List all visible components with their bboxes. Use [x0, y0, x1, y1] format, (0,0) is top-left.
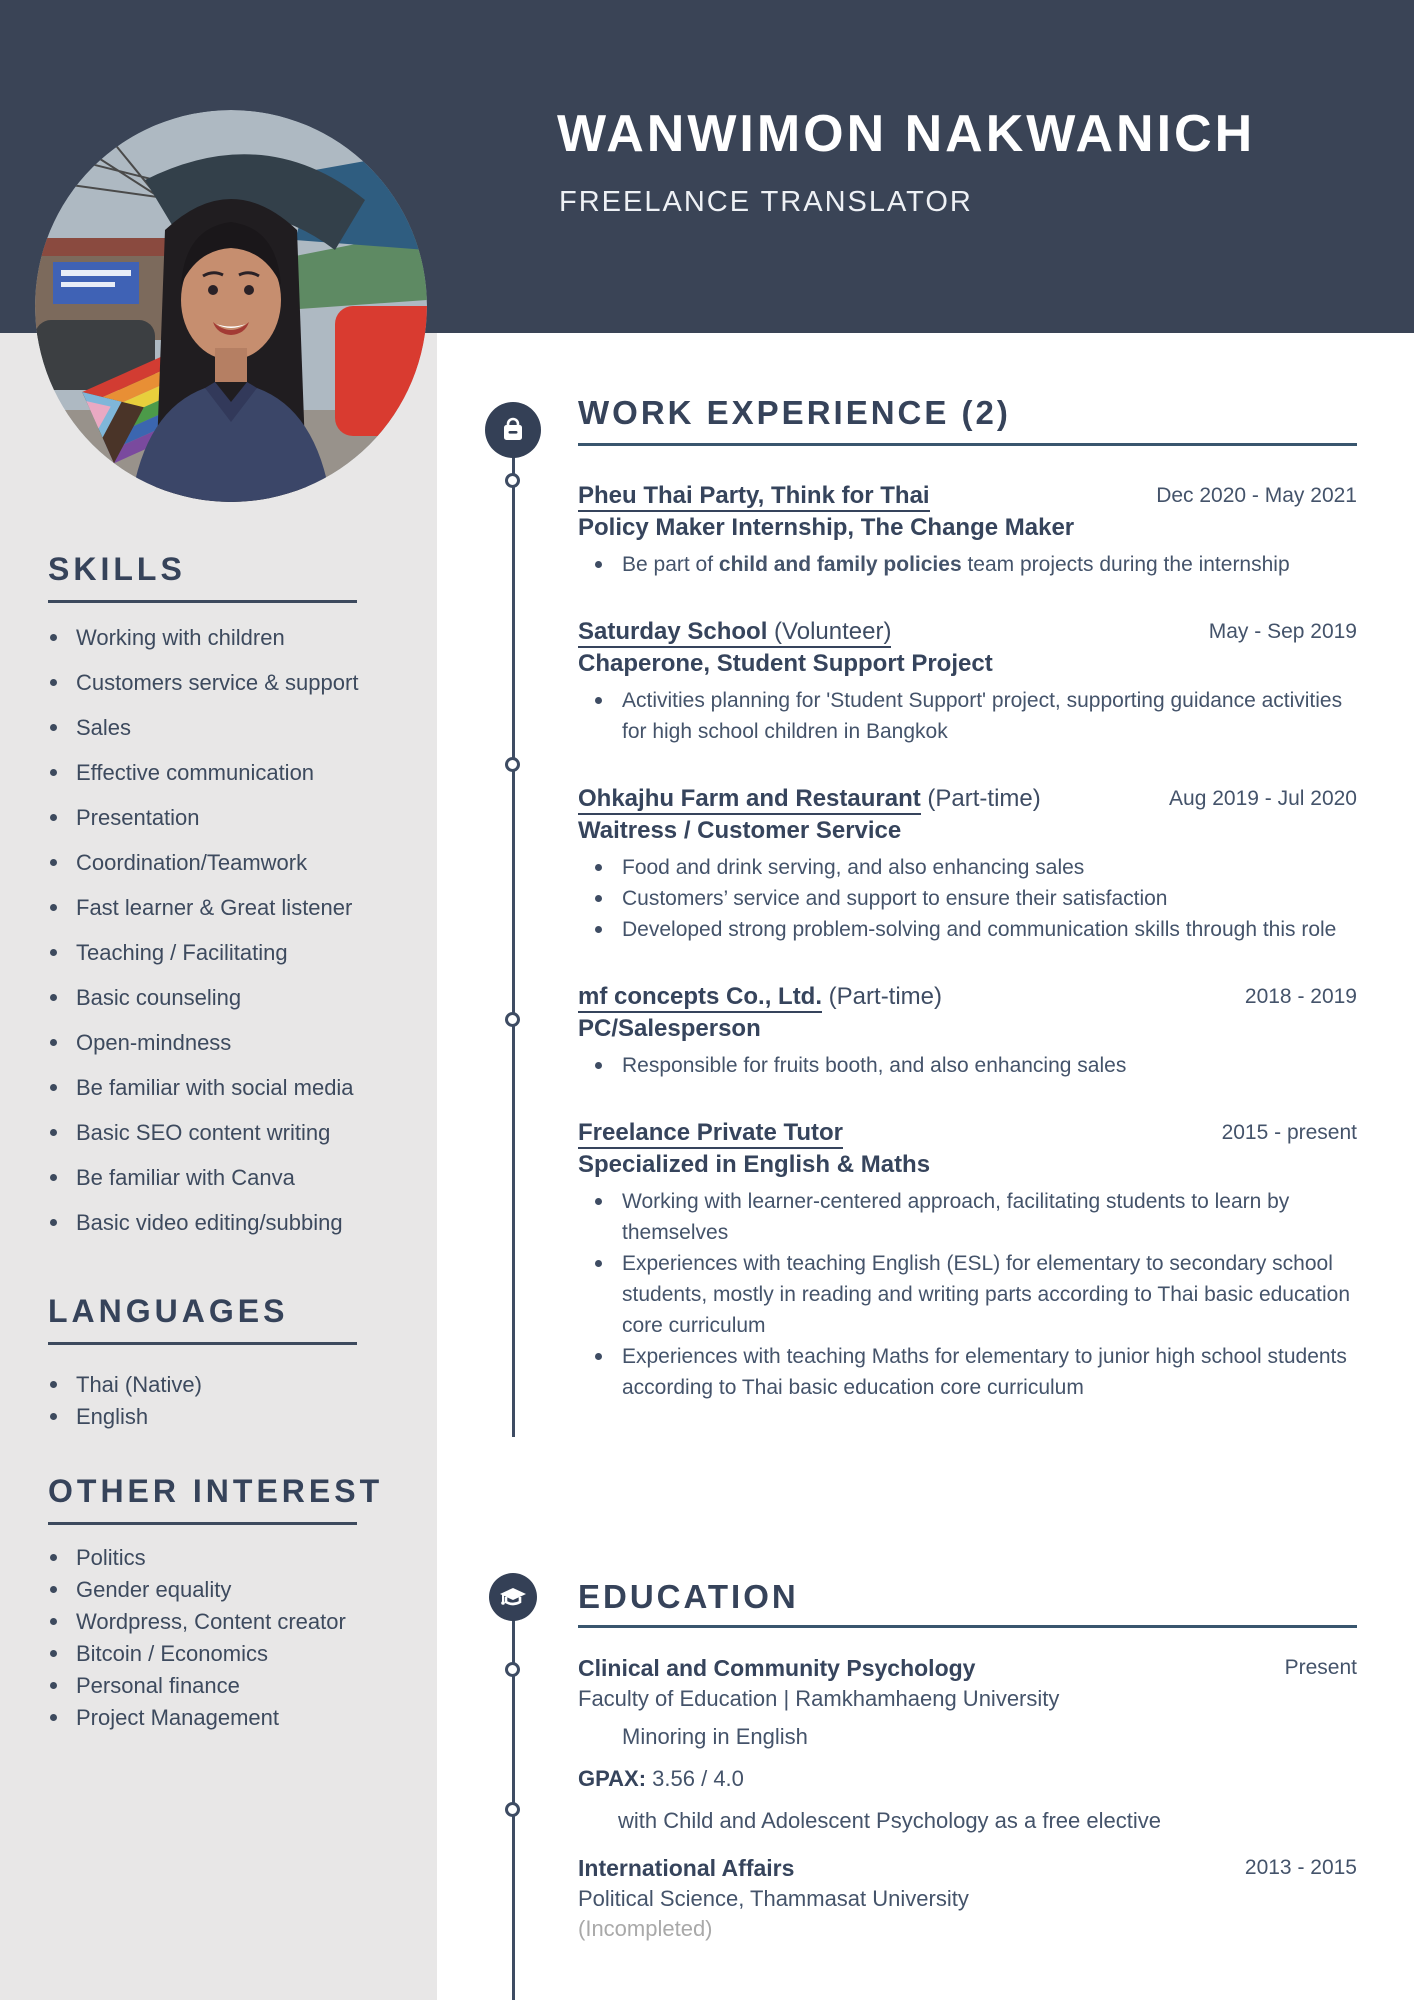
entry-role: Specialized in English & Maths — [578, 1151, 931, 1178]
company-name: mf concepts Co., Ltd. — [578, 983, 822, 1013]
interest-item: Bitcoin / Economics — [48, 1638, 418, 1669]
skill-item: Sales — [48, 712, 418, 743]
education-timeline-line — [512, 1597, 515, 2000]
entry-role: Chaperone, Student Support Project — [578, 650, 993, 677]
skill-item: Be familiar with social media — [48, 1072, 418, 1103]
skill-item: Coordination/Teamwork — [48, 847, 418, 878]
company-name: Pheu Thai Party, Think for Thai — [578, 482, 930, 512]
work-experience-heading: WORK EXPERIENCE (2) — [578, 393, 1357, 446]
profile-photo-illustration — [35, 110, 427, 502]
minor-line: Minoring in English — [622, 1724, 808, 1749]
skill-item: Basic video editing/subbing — [48, 1207, 418, 1238]
degree-name: Clinical and Community Psychology — [578, 1655, 976, 1681]
company-note: (Part-time) — [822, 983, 943, 1010]
languages-list — [48, 1369, 418, 1433]
gpax-value: 3.56 / 4.0 — [646, 1766, 744, 1791]
skill-item: Fast learner & Great listener — [48, 892, 418, 923]
profile-photo — [35, 110, 427, 502]
bullet-item: Activities planning for 'Student Support' project, supporting guidance activities for high school children in Bangkok — [578, 685, 1357, 747]
work-entry-mf-concepts — [578, 981, 1357, 1081]
work-entry-saturday-school — [578, 616, 1357, 747]
entry-bullets — [578, 685, 1357, 747]
skills-heading: SKILLS — [48, 551, 357, 603]
entry-date: Aug 2019 - Jul 2020 — [1169, 787, 1357, 810]
skill-item: Teaching / Facilitating — [48, 937, 418, 968]
bullet-item: Experiences with teaching Maths for elementary to junior high school students according to Thai basic education core curriculum — [578, 1341, 1357, 1403]
bullet-item: Working with learner-centered approach, facilitating students to learn by themselves — [578, 1186, 1357, 1248]
work-entry-ohkajhu — [578, 783, 1357, 945]
other-interest-list — [48, 1542, 418, 1734]
education-date: 2013 - 2015 — [1244, 1856, 1357, 1879]
work-entry-freelance-tutor — [578, 1117, 1357, 1403]
skill-item: Open-mindness — [48, 1027, 418, 1058]
bullet-item: Customers’ service and support to ensure their satisfaction — [578, 883, 1357, 914]
bullet-bold-text: child and family policies — [718, 553, 962, 576]
company-note: (Part-time) — [920, 785, 1041, 812]
interest-item: Wordpress, Content creator — [48, 1606, 418, 1637]
graduation-cap-icon — [489, 1573, 537, 1621]
gpax-line — [578, 1764, 1357, 1794]
bullet-text: Be part of — [622, 553, 719, 576]
company-name: Ohkajhu Farm and Restaurant — [578, 785, 921, 815]
briefcase-icon — [485, 402, 541, 458]
other-interest-heading: OTHER INTEREST — [48, 1473, 357, 1525]
skill-item: Working with children — [48, 622, 418, 653]
degree-name: International Affairs — [578, 1855, 795, 1881]
skill-item: Presentation — [48, 802, 418, 833]
person-job-title: FREELANCE TRANSLATOR — [559, 186, 973, 218]
incompleted-note: (Incompleted) — [578, 1916, 713, 1941]
work-experience-section — [578, 393, 1357, 1439]
skill-item: Customers service & support — [48, 667, 418, 698]
bullet-item: Food and drink serving, and also enhancing sales — [578, 852, 1357, 883]
language-item: Thai (Native) — [48, 1369, 418, 1400]
company-line — [578, 981, 1357, 1013]
entry-bullets — [578, 852, 1357, 945]
interest-item: Personal finance — [48, 1670, 418, 1701]
company-name: Freelance Private Tutor — [578, 1119, 843, 1149]
timeline-dot — [505, 757, 520, 772]
gpax-label: GPAX: — [578, 1766, 647, 1791]
bullet-item: Experiences with teaching English (ESL) for elementary to secondary school students, mostly in reading and writing parts according to Thai basic education core curriculum — [578, 1248, 1357, 1341]
briefcase-glyph — [499, 416, 527, 444]
languages-heading: LANGUAGES — [48, 1293, 357, 1345]
skill-item: Effective communication — [48, 757, 418, 788]
work-timeline-line — [512, 430, 515, 1437]
person-name: WANWIMON NAKWANICH — [557, 105, 1256, 163]
entry-bullets — [578, 549, 1357, 580]
bullet-text: team projects during the internship — [961, 553, 1290, 576]
institution: Faculty of Education | Ramkhamhaeng University — [578, 1686, 1060, 1711]
entry-bullets — [578, 1050, 1357, 1081]
entry-date: May - Sep 2019 — [1208, 620, 1357, 643]
entry-role: Policy Maker Internship, The Change Maker — [578, 514, 1075, 541]
timeline-dot — [505, 1662, 520, 1677]
education-section — [578, 1577, 1357, 1944]
bullet-item — [578, 549, 1357, 580]
interest-item: Politics — [48, 1542, 418, 1573]
interest-item: Gender equality — [48, 1574, 418, 1605]
timeline-dot — [505, 1802, 520, 1817]
company-name: Saturday School — [578, 618, 767, 648]
entry-bullets — [578, 1186, 1357, 1403]
graduation-cap-glyph — [498, 1582, 528, 1612]
timeline-dot — [505, 473, 520, 488]
entry-date: Dec 2020 - May 2021 — [1156, 484, 1357, 507]
education-date: Present — [1284, 1656, 1357, 1679]
entry-date: 2018 - 2019 — [1244, 985, 1357, 1008]
bullet-item: Responsible for fruits booth, and also enhancing sales — [578, 1050, 1357, 1081]
entry-role: PC/Salesperson — [578, 1015, 761, 1042]
education-entry-international-affairs — [578, 1852, 1357, 1944]
skill-item: Basic SEO content writing — [48, 1117, 418, 1148]
bullet-item: Developed strong problem-solving and communication skills through this role — [578, 914, 1357, 945]
entry-date: 2015 - present — [1221, 1121, 1357, 1144]
interest-item: Project Management — [48, 1702, 418, 1733]
company-note: (Volunteer) — [767, 618, 891, 648]
education-heading: EDUCATION — [578, 1577, 1357, 1628]
entry-role: Waitress / Customer Service — [578, 817, 902, 844]
institution: Political Science, Thammasat University — [578, 1886, 969, 1911]
skills-list — [48, 622, 418, 1252]
elective-line: with Child and Adolescent Psychology as a free elective — [618, 1808, 1161, 1833]
skill-item: Be familiar with Canva — [48, 1162, 418, 1193]
skill-item: Basic counseling — [48, 982, 418, 1013]
language-item: English — [48, 1401, 418, 1432]
work-entry-pheu-thai — [578, 480, 1357, 580]
timeline-dot — [505, 1012, 520, 1027]
education-entry-psychology — [578, 1652, 1357, 1836]
